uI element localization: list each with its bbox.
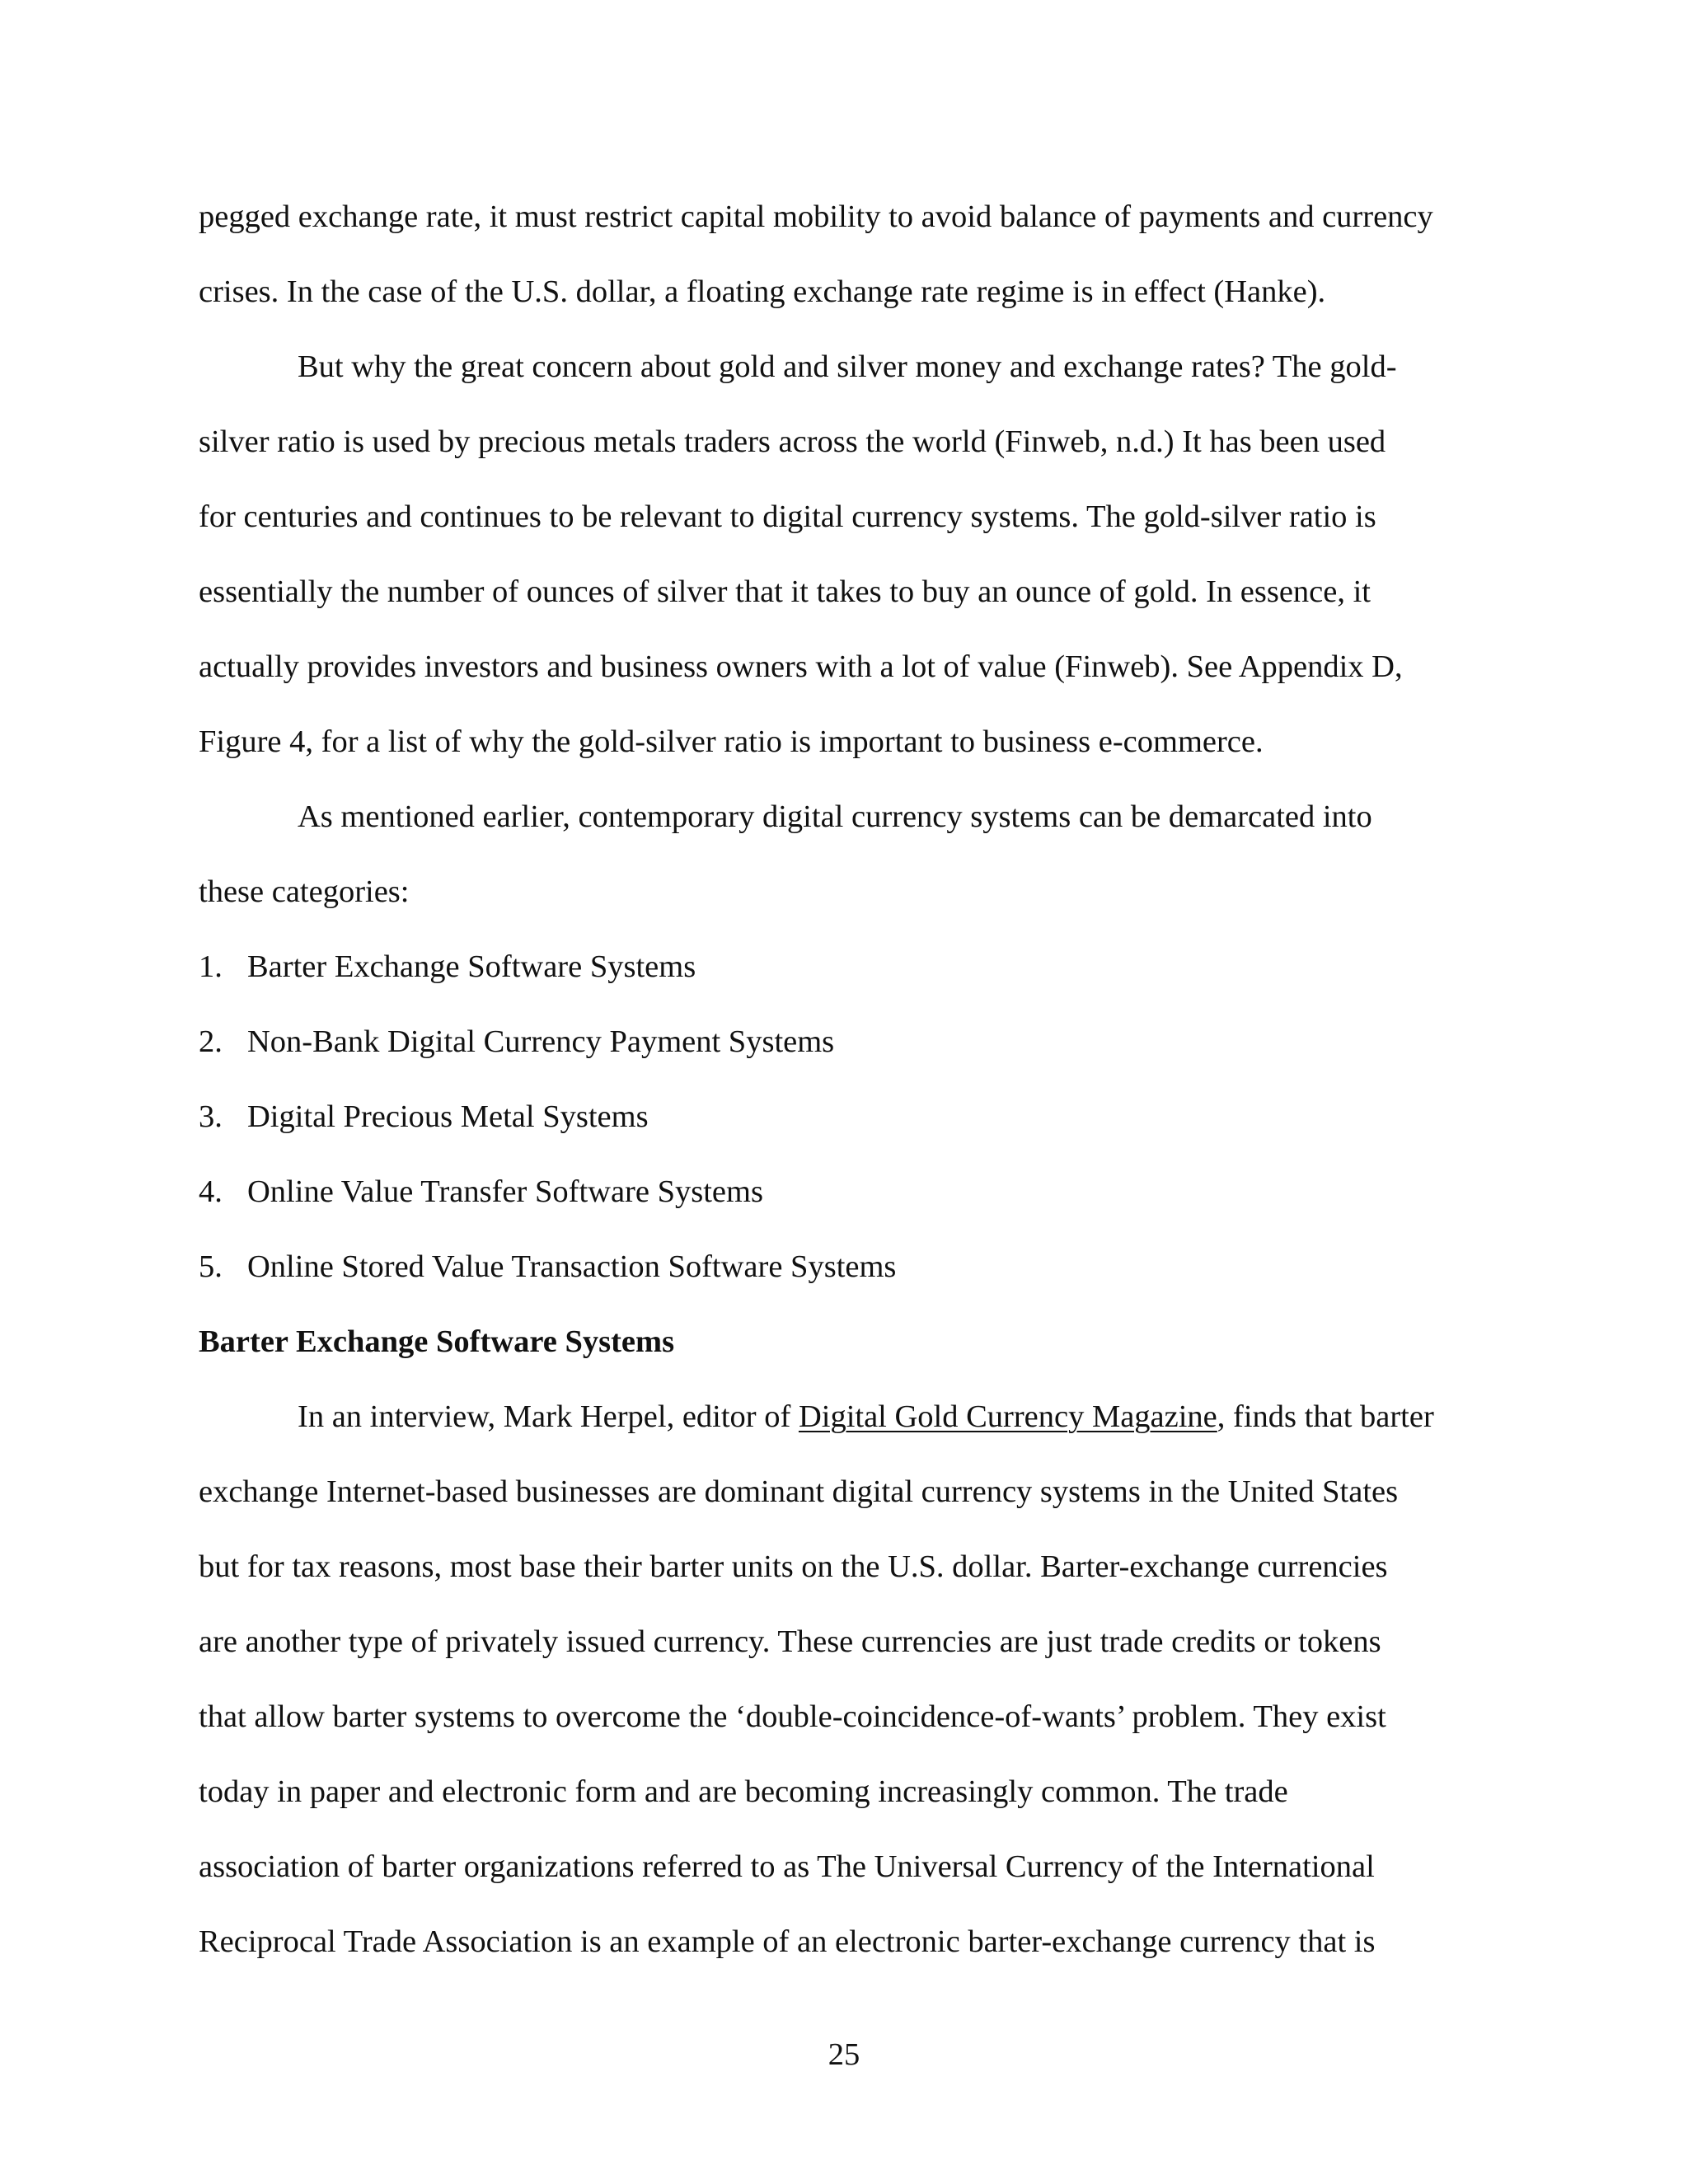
body-text-line: but for tax reasons, most base their barter units on the U.S. dollar. Barter-exchange currencies <box>199 1549 1388 1584</box>
body-text-line: Reciprocal Trade Association is an example of an electronic barter-exchange currency that is <box>199 1924 1376 1959</box>
body-text-line: today in paper and electronic form and are becoming increasingly common. The trade <box>199 1774 1288 1809</box>
body-text-line: for centuries and continues to be relevant to digital currency systems. The gold-silver ratio is <box>199 499 1376 534</box>
body-text-line: silver ratio is used by precious metals traders across the world (Finweb, n.d.) It has been used <box>199 424 1386 459</box>
list-item-text: Online Value Transfer Software Systems <box>247 1174 763 1209</box>
body-text-line: these categories: <box>199 874 410 909</box>
list-item-number: 3. <box>199 1099 223 1134</box>
magazine-title: Digital Gold Currency Magazine <box>798 1399 1217 1434</box>
body-text-line <box>298 1396 1434 1437</box>
body-text-line: essentially the number of ounces of silver that it takes to buy an ounce of gold. In essence, it <box>199 574 1371 609</box>
list-item-number: 5. <box>199 1249 223 1284</box>
body-text-line: pegged exchange rate, it must restrict capital mobility to avoid balance of payments and currency <box>199 199 1433 234</box>
body-text-line: Figure 4, for a list of why the gold-silver ratio is important to business e-commerce. <box>199 724 1264 759</box>
list-item-number: 4. <box>199 1174 223 1209</box>
list-item-number: 2. <box>199 1024 223 1059</box>
list-item-number: 1. <box>199 949 223 984</box>
page-number: 25 <box>828 2037 860 2072</box>
list-item-text: Barter Exchange Software Systems <box>247 949 696 984</box>
section-heading: Barter Exchange Software Systems <box>199 1324 675 1359</box>
list-item-text: Digital Precious Metal Systems <box>247 1099 649 1134</box>
body-text-line: actually provides investors and business owners with a lot of value (Finweb). See Appendix D, <box>199 649 1403 684</box>
body-text-line: crises. In the case of the U.S. dollar, a floating exchange rate regime is in effect (Hanke). <box>199 274 1326 309</box>
body-text-line: that allow barter systems to overcome the ‘double-coincidence-of-wants’ problem. They exist <box>199 1699 1386 1734</box>
body-text-line: As mentioned earlier, contemporary digital currency systems can be demarcated into <box>298 799 1372 834</box>
body-text-line: exchange Internet-based businesses are dominant digital currency systems in the United States <box>199 1474 1399 1509</box>
list-item-text: Online Stored Value Transaction Software Systems <box>247 1249 897 1284</box>
body-text-line: association of barter organizations referred to as The Universal Currency of the International <box>199 1849 1375 1884</box>
list-item-text: Non-Bank Digital Currency Payment Systems <box>247 1024 835 1059</box>
text-run: In an interview, Mark Herpel, editor of <box>298 1399 799 1434</box>
body-text-line: are another type of privately issued currency. These currencies are just trade credits or tokens <box>199 1624 1381 1659</box>
text-run: , finds that barter <box>1217 1399 1434 1434</box>
body-text-line: But why the great concern about gold and silver money and exchange rates? The gold- <box>298 349 1397 384</box>
